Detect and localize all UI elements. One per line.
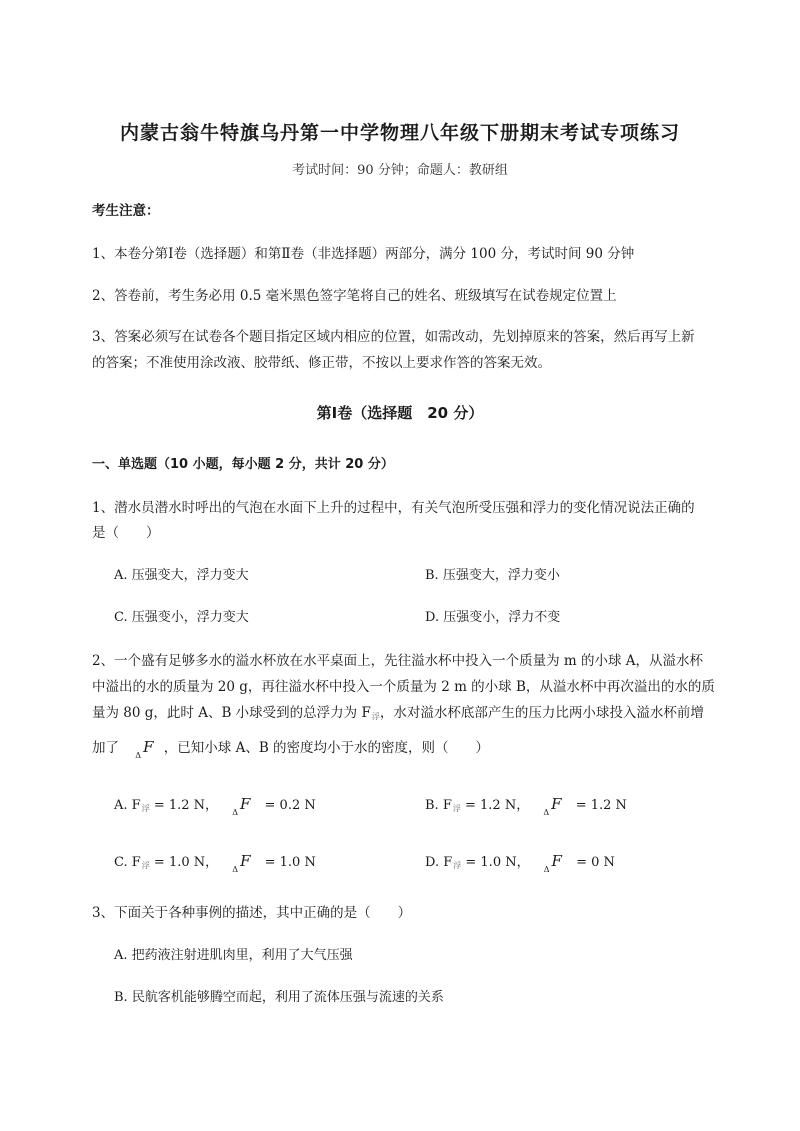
q2-d-mid: = 1.0 N， xyxy=(465,855,530,870)
section-heading: 一、单选题（10 小题，每小题 2 分，共计 20 分） xyxy=(92,457,394,472)
q2-line4-head: 加了 xyxy=(92,740,119,756)
f-symbol: F xyxy=(551,852,562,870)
q2-a-head: A. F xyxy=(114,798,141,813)
q2-stem-line1: 2、一个盛有足够多水的溢水杯放在水平桌面上，先往溢水杯中投入一个质量为 m 的小球 A，从溢水杯 xyxy=(92,653,704,669)
q2-line3-sub: 浮 xyxy=(371,712,380,721)
q2-b-tail: = 1.2 N xyxy=(575,798,627,813)
q3-option-a[interactable]: A. 把药液注射进肌肉里，利用了大气压强 xyxy=(114,948,353,963)
q2-stem-line4 xyxy=(92,734,752,769)
q2-c-tail: = 1.0 N xyxy=(264,855,316,870)
delta-symbol: Δ xyxy=(232,865,239,874)
f-symbol: F xyxy=(240,852,251,870)
q2-c-mid: = 1.0 N， xyxy=(153,855,219,870)
q2-b-mid: = 1.2 N， xyxy=(464,798,530,813)
q2-b-head: B. F xyxy=(425,798,452,813)
q2-d-tail: = 0 N xyxy=(576,855,615,870)
q1-stem-line2: 是（ ） xyxy=(92,525,160,541)
q2-b-sub: 浮 xyxy=(452,804,461,813)
q2-d-head: D. F xyxy=(425,855,453,870)
exam-subtitle: 考试时间：90 分钟；命题人：教研组 xyxy=(292,163,508,178)
q2-a-tail: = 0.2 N xyxy=(264,798,316,813)
q2-option-a[interactable] xyxy=(114,794,316,817)
delta-symbol: Δ xyxy=(232,808,238,817)
notice-heading: 考生注意： xyxy=(92,203,160,219)
q2-a-sub: 浮 xyxy=(141,804,150,813)
q1-option-d[interactable]: D. 压强变小，浮力不变 xyxy=(425,610,561,625)
notice-item-2: 2、答卷前，考生务必用 0.5 毫米黑色签字笔将自己的姓名、班级填写在试卷规定位置上 xyxy=(92,288,617,304)
q1-option-c[interactable]: C. 压强变小，浮力变大 xyxy=(114,610,249,625)
q3-stem: 3、下面关于各种事例的描述，其中正确的是（ ） xyxy=(92,905,412,921)
delta-symbol: Δ xyxy=(543,808,550,817)
q2-option-d[interactable] xyxy=(425,851,615,874)
q2-delta-f xyxy=(135,738,154,760)
exam-title: 内蒙古翁牛特旗乌丹第一中学物理八年级下册期末考试专项练习 xyxy=(119,122,680,144)
f-symbol: F xyxy=(143,738,154,756)
q2-option-b[interactable] xyxy=(425,794,627,817)
q2-a-mid: = 1.2 N， xyxy=(153,798,219,813)
notice-item-3-line2: 的答案；不准使用涂改液、胶带纸、修正带，不按以上要求作答的答案无效。 xyxy=(92,355,551,371)
q2-line3-tail: ，水对溢水杯底部产生的压力比两小球投入溢水杯前增 xyxy=(379,705,704,721)
q2-d-sub: 浮 xyxy=(453,861,462,870)
q2-line4-tail: ，已知小球 A、B 的密度均小于水的密度，则（ ） xyxy=(163,740,490,756)
notice-item-1: 1、本卷分第Ⅰ卷（选择题）和第Ⅱ卷（非选择题）两部分，满分 100 分，考试时间 90 分钟 xyxy=(92,246,635,262)
q1-option-a[interactable]: A. 压强变大，浮力变大 xyxy=(114,568,249,583)
delta-symbol: Δ xyxy=(543,865,550,874)
f-symbol: F xyxy=(551,795,562,813)
q1-option-b[interactable]: B. 压强变大，浮力变小 xyxy=(425,568,560,583)
part-1-title: 第Ⅰ卷（选择题 20 分） xyxy=(316,404,484,422)
q2-stem-line2: 中溢出的水的质量为 20 g，再往溢水杯中投入一个质量为 2 m 的小球 B，从溢水杯中再次溢出的水的质 xyxy=(92,679,715,695)
q2-line3-text: 量为 80 g，此时 A、B 小球受到的总浮力为 F xyxy=(92,705,371,721)
delta-symbol: Δ xyxy=(135,751,142,760)
q2-c-head: C. F xyxy=(114,855,141,870)
notice-item-3-line1: 3、答案必须写在试卷各个题目指定区域内相应的位置，如需改动，先划掉原来的答案，然后再写上新 xyxy=(92,329,695,345)
q1-stem-line1: 1、潜水员潜水时呼出的气泡在水面下上升的过程中，有关气泡所受压强和浮力的变化情况说法正确的 xyxy=(92,500,695,516)
f-symbol: F xyxy=(239,795,251,813)
q3-option-b[interactable]: B. 民航客机能够腾空而起，利用了流体压强与流速的关系 xyxy=(114,990,444,1005)
q2-c-sub: 浮 xyxy=(141,861,150,870)
q2-stem-line3 xyxy=(92,700,752,730)
q2-option-c[interactable] xyxy=(114,851,316,874)
